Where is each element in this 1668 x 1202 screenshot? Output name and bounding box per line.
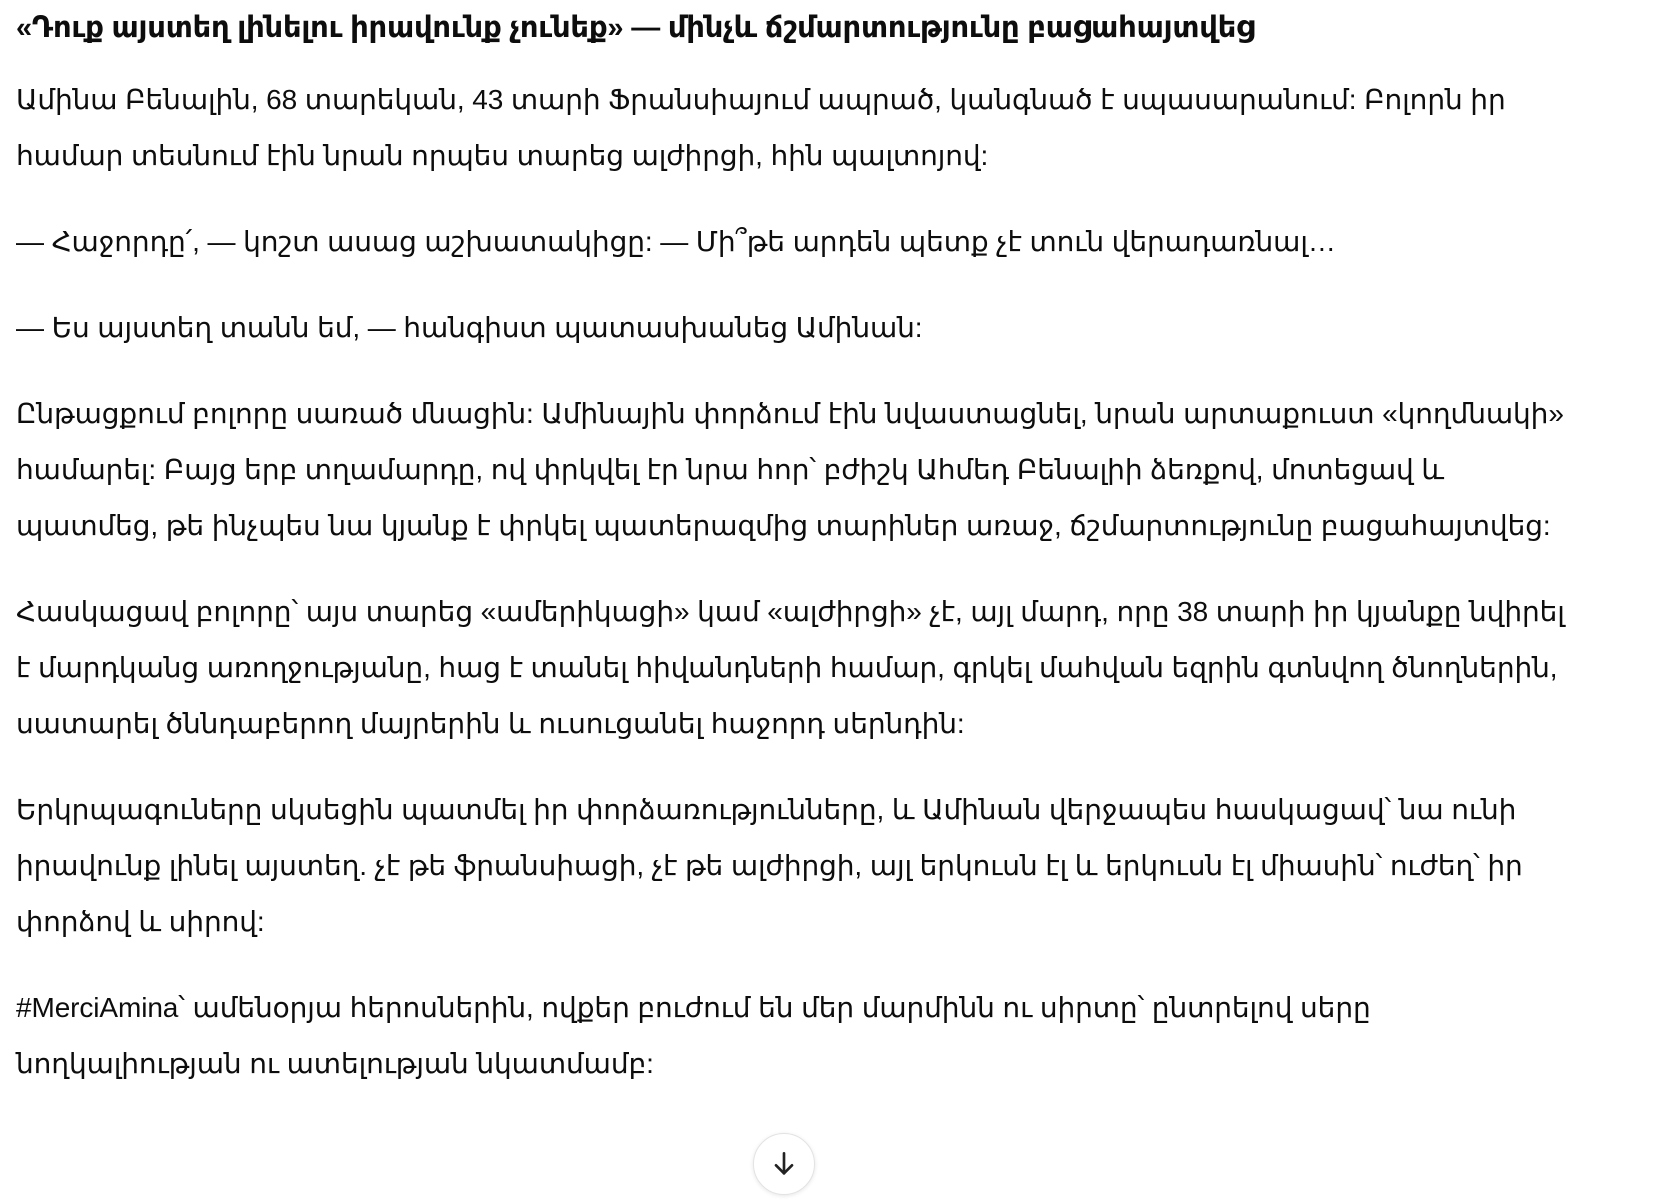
arrow-down-icon bbox=[768, 1148, 800, 1180]
paragraph-4: Ընթացքում բոլորը սառած մնացին: Ամինային փորձում էին նվաստացնել, նրան արտաքուստ «կողմնակի» համարել: Բայց երբ տղամարդը, ով փրկվել էր նրա հոր՝ բժիշկ Ահմեդ Բենալիի ձեռքով, մոտեցավ և պատմեց, թե ինչպես նա կյանք է փրկել պատերազմից տարիներ առաջ, ճշմարտությունը բացահայտվեց: bbox=[16, 398, 1564, 541]
article-title: «Դուք այստեղ լինելու իրավունք չունեք» — մինչև ճշմարտությունը բացահայտվեց bbox=[16, 12, 1255, 44]
article bbox=[16, 0, 1576, 1092]
scroll-to-bottom-button[interactable] bbox=[753, 1133, 815, 1195]
paragraph-7: #MerciAmina՝ ամենօրյա հերոսներին, ովքեր բուժում են մեր մարմինն ու սիրտը՝ ընտրելով սերը նողկալիության ու ատելության նկատմամբ: bbox=[16, 992, 1371, 1079]
paragraph-2: — Հաջորդը՛, — կոշտ ասաց աշխատակիցը: — Մի՞թե արդեն պետք չէ տուն վերադառնալ… bbox=[16, 226, 1336, 257]
paragraph-6: Երկրպագուները սկսեցին պատմել իր փորձառությունները, և Ամինան վերջապես հասկացավ՝ նա ունի իրավունք լինել այստեղ. չէ թե ֆրանսիացի, չէ թե ալժիրցի, այլ երկուսն էլ և երկուսն էլ միասին՝ ուժեղ՝ իր փորձով և սիրով: bbox=[16, 794, 1523, 937]
paragraph-3: — Ես այստեղ տանն եմ, — հանգիստ պատասխանեց Ամինան: bbox=[16, 312, 923, 343]
paragraph-1: Ամինա Բենալին, 68 տարեկան, 43 տարի Ֆրանսիայում ապրած, կանգնած է սպասարանում: Բոլորն իր համար տեսնում էին նրան որպես տարեց ալժիրցի, հին պալտոյով: bbox=[16, 84, 1506, 171]
paragraph-5: Հասկացավ բոլորը՝ այս տարեց «ամերիկացի» կամ «ալժիրցի» չէ, այլ մարդ, որը 38 տարի իր կյանքը նվիրել է մարդկանց առողջությանը, հաց է տանել հիվանդների համար, գրկել մահվան եզրին գտնվող ծնողներին, սատարել ծննդաբերող մայրերին և ուսուցանել հաջորդ սերնդին: bbox=[16, 596, 1565, 739]
